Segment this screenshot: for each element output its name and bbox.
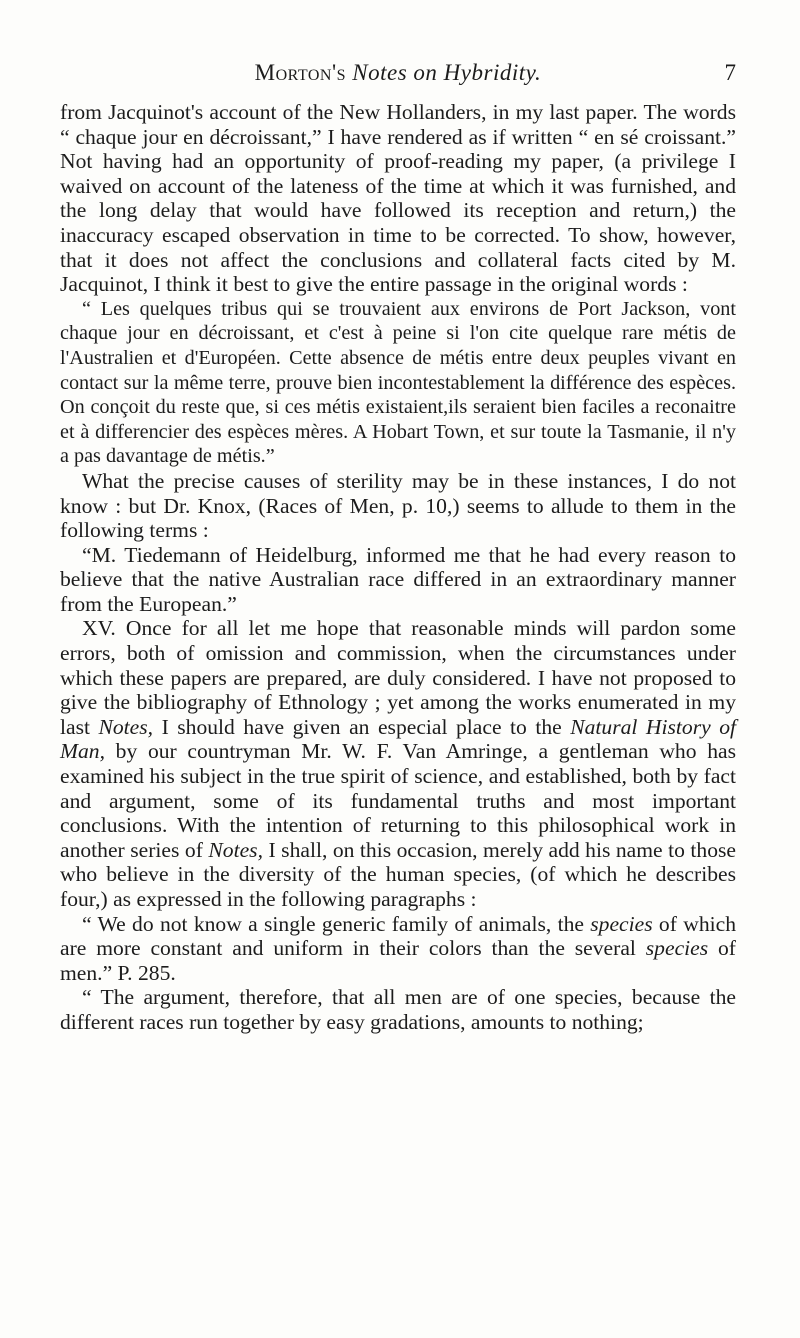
section-xv-text-4: I shall, on this occasion, merely add his name to those who believe in the diversity of the human species, (of which he describes four,) as expressed in the following paragraphs :	[60, 837, 736, 911]
section-xv-text-2: I should have given an especial place to the	[153, 714, 571, 739]
paragraph-section-xv	[60, 616, 736, 911]
section-xv-text-1: XV. Once for all let me hope that reasonable minds will pardon some errors, both of omission and commission, when the circumstances under which these papers are prepared, are duly considered. I have not proposed to give the bibliography of Ethnology ; yet among the works enumerated in my last	[60, 616, 736, 739]
paragraph-continuation: from Jacquinot's account of the New Hollanders, in my last paper. The words “ chaque jour en décroissant,” I have rendered as if written “ en sé croissant.” Not having had an opportunity of proof-reading my paper, (a privilege I waived on account of the lateness of the time at which it was furnished, and the long delay that would have followed its reception and return,) the inaccuracy escaped observation in time to be corrected. To show, however, that it does not affect the conclusions and collateral facts cited by M. Jacquinot, I think it best to give the entire passage in the original words :	[60, 100, 736, 297]
paragraph-species-quote	[60, 912, 736, 986]
section-xv-notes-italic-2: Notes,	[208, 837, 263, 862]
running-head	[60, 58, 736, 88]
species-italic-2: species	[645, 936, 709, 961]
paragraph-argument-quote: “ The argument, therefore, that all men are of one species, because the different races run together by easy gradations, amounts to nothing;	[60, 985, 736, 1034]
species-quote-text-2: of which are more constant and uniform in their colors than the several	[60, 911, 736, 961]
page-number: 7	[724, 60, 736, 85]
section-xv-book-title: Natural History of Man,	[60, 714, 736, 764]
running-title-work: Notes on Hybridity.	[352, 60, 542, 85]
section-xv-notes-italic: Notes,	[98, 714, 154, 739]
running-title	[60, 58, 736, 88]
paragraph-tiedemann-quote: “M. Tiedemann of Heidelburg, informed me that he had every reason to believe that the native Australian race differed in an extraordinary manner from the European.”	[60, 542, 736, 616]
species-italic: species	[590, 911, 653, 936]
species-quote-text-3: of men.” P. 285.	[60, 936, 736, 985]
running-title-author: Morton's	[254, 60, 347, 85]
section-xv-text-3: by our countryman Mr. W. F. Van Amringe, a gentleman who has examined his subject in the true spirit of science, and established, both by fact and argument, some of its fundamental truths and most important conclusions. With the intention of returning to this philosophical work in another series of	[60, 739, 736, 862]
paragraph-sterility: What the precise causes of sterility may be in these instances, I do not know : but Dr. Knox, (Races of Men, p. 10,) seems to allude to them in the following terms :	[60, 468, 736, 543]
body-text	[60, 100, 736, 1035]
species-quote-text-1: “ We do not know a single generic family of animals, the	[82, 911, 591, 936]
paragraph-french-quote: “ Les quelques tribus qui se trouvaient aux environs de Port Jackson, vont chaque jour en décroissant, et c'est à peine si l'on cite quelque rare métis de l'Australien et d'Européen. Cette absence de métis entre deux peuples vivant en contact sur la même terre, prouve bien incontestablement la différence des espèces. On conçoit du reste que, si ces métis existaient,ils seraient bien faciles a reconaitre et à differencier des espèces mères. A Hobart Town, et sur toute la Tasmanie, il n'y a pas davantage de métis.”	[60, 297, 736, 468]
